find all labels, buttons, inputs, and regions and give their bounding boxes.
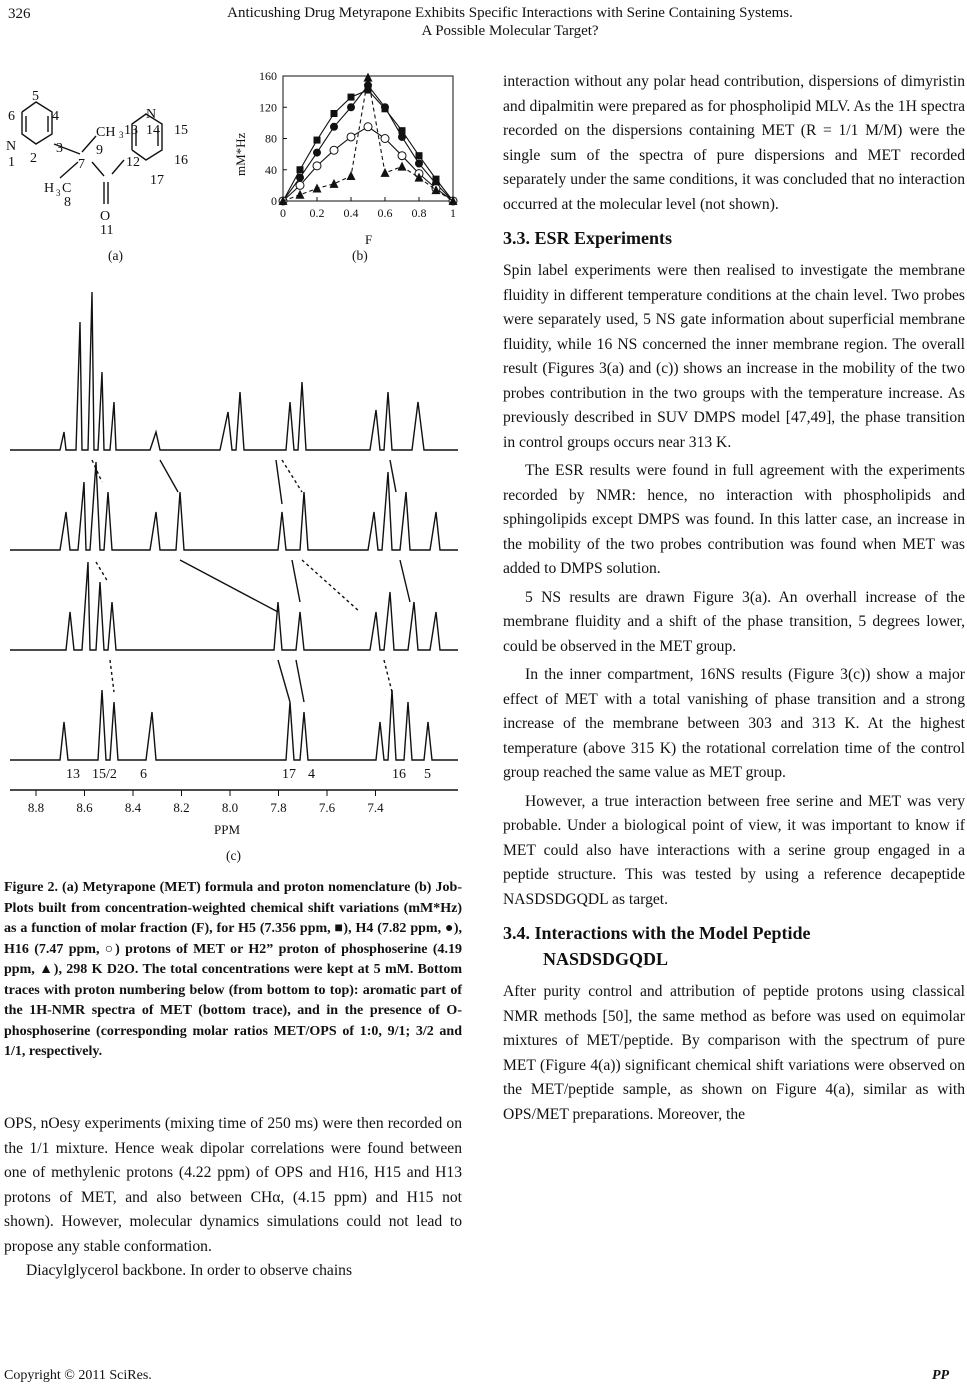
structure-figure — [0, 72, 232, 272]
data-point — [381, 103, 389, 111]
data-point — [297, 166, 304, 173]
nmr-tick-label: 8.0 — [221, 800, 239, 815]
right-column-text — [503, 70, 965, 1127]
data-point — [416, 152, 423, 159]
peak-label: 13 — [66, 767, 80, 782]
x-tick-label: 0.6 — [377, 206, 393, 220]
peak-label: 4 — [308, 767, 315, 782]
data-point — [330, 179, 339, 188]
atom-label: 5 — [32, 89, 39, 104]
peak-label: 15/2 — [92, 767, 117, 782]
data-point — [364, 81, 372, 89]
data-point — [364, 123, 372, 131]
running-title — [120, 4, 900, 40]
chart-ylabel: mM*Hz — [233, 132, 248, 176]
nmr-tick-label: 7.8 — [270, 800, 287, 815]
nmr-trace — [10, 292, 458, 450]
atom-label: 7 — [78, 157, 85, 172]
x-tick-label: 1 — [450, 206, 456, 220]
data-point — [330, 146, 338, 154]
peak-label: 17 — [282, 767, 296, 782]
y-tick-label: 160 — [259, 69, 277, 83]
data-point — [296, 181, 304, 189]
copyright: Copyright © 2011 SciRes. — [4, 1368, 152, 1383]
atom-label: CH — [96, 125, 116, 140]
y-tick-label: 80 — [265, 131, 277, 146]
nmr-spectra-figure — [0, 282, 470, 842]
series-line — [283, 127, 453, 201]
nmr-tick-label: 8.2 — [173, 800, 190, 815]
atom-label: 12 — [126, 155, 140, 170]
atom-label: 8 — [64, 195, 71, 210]
atom-label: 3 — [56, 188, 61, 198]
nmr-trace — [10, 562, 458, 650]
data-point — [296, 190, 305, 199]
figure-label-a: (a) — [108, 248, 123, 263]
atom-label: 2 — [30, 151, 37, 166]
data-point — [296, 174, 304, 182]
data-point — [398, 152, 406, 160]
plot-frame — [283, 76, 453, 201]
atom-label: C — [62, 181, 72, 196]
series-line — [283, 78, 453, 201]
data-point — [398, 162, 407, 171]
atom-label: 4 — [52, 109, 59, 124]
atom-label: H — [44, 181, 55, 196]
figure-caption — [4, 878, 462, 1063]
peak-label: 5 — [424, 767, 431, 782]
data-point — [313, 149, 321, 157]
paragraph: Spin label experiments were then realised to investigate the membrane fluidity in different temperature conditions at the chain level. Two probes were separately used, 5 NS gate information about superficial membrane fluidity, while 16 NS concerned the inner membrane region. The overall result (Figures 3(a) and (c)) shows an increase in the mobility of the two probes contribution in the two groups with the temperature increase. As previously described in SUV DMPS model [47,49], the phase transition in control groups occurs near 313 K. — [503, 262, 965, 451]
figure-label-c: (c) — [226, 848, 241, 863]
nmr-trace — [10, 462, 458, 550]
paragraph: The ESR results were found in full agreement with the experiments recorded by NMR: hence, no interaction with phospholipids and sphingolipids except DMPS was found. In this latter case, an increase in the mobility of the two probes contribution was found when MET was added to DMPS solution. — [503, 462, 965, 577]
data-point — [398, 133, 406, 141]
atom-label: 3 — [56, 141, 63, 156]
data-point — [331, 110, 338, 117]
data-point — [381, 168, 390, 177]
data-point — [348, 94, 355, 101]
running-title-line1: Anticushing Drug Metyrapone Exhibits Specific Interactions with Serine Containing Systems. — [227, 5, 793, 21]
nmr-tick-label: 7.6 — [318, 800, 336, 815]
y-tick-label: 40 — [265, 162, 277, 177]
atom-label: 17 — [150, 173, 164, 188]
data-point — [381, 135, 389, 143]
data-point — [347, 133, 355, 141]
journal-abbrev: PP — [932, 1368, 950, 1383]
page-number: 326 — [8, 6, 31, 22]
nmr-trace — [10, 690, 458, 760]
atom-label: O — [100, 209, 111, 224]
atom-label: 9 — [96, 143, 103, 158]
y-tick-label: 0 — [271, 194, 277, 208]
section-heading: 3.4. Interactions with the Model Peptide — [503, 923, 811, 943]
data-point — [364, 73, 373, 82]
atom-label: N — [146, 107, 157, 122]
figure-label-b: (b) — [352, 248, 368, 263]
atom-label: 13 — [124, 123, 138, 138]
left-column-text — [4, 1112, 462, 1284]
x-tick-label: 0.2 — [309, 206, 325, 220]
atom-label: 16 — [174, 153, 188, 168]
section-heading-cont: NASDSDGQDL — [543, 949, 669, 969]
y-tick-label: 120 — [259, 100, 277, 115]
nmr-tick-label: 8.6 — [76, 800, 93, 815]
atom-label: 6 — [8, 109, 15, 124]
x-tick-label: 0.4 — [343, 206, 359, 220]
paragraph: However, a true interaction between free serine and MET was very probable. Under a biological point of view, it was important to know if MET could also have interactions with a serine group engaged in a peptide structure. This was tested by using a reference decapeptide NASDSDGQDL as target. — [503, 792, 965, 908]
peak-label: 16 — [392, 767, 406, 782]
nmr-tick-label: 8.4 — [124, 800, 142, 815]
paragraph: interaction without any polar head contribution, dispersions of dimyristin and dipalmitin were prepared as for phospholipid MLV. As the 1H spectra recorded on the dispersions containing MET (R = 1/1 M/M) were the single sum of the spectra of pure dispersions and MET recorded separately under the same conditions, it was concluded that no interaction occurred at the molecular level (not shown). — [503, 73, 965, 213]
atom-label: 1 — [8, 155, 15, 170]
atom-label: 15 — [174, 123, 188, 138]
x-tick-label: 0 — [280, 206, 286, 220]
data-point — [347, 103, 355, 111]
running-title-line2: A Possible Molecular Target? — [421, 23, 599, 39]
paragraph: 5 NS results are drawn Figure 3(a). An overhall increase of the membrane fluidity and a shift of the phase transition, 5 degrees lower, could be observed in the MET group. — [503, 588, 965, 655]
paragraph: OPS, nOesy experiments (mixing time of 250 ms) were then recorded on the 1/1 mixture. Hence weak dipolar correlations were found between one of methylenic protons (4.22 ppm) of OPS and H16, H15 and H13 protons of MET, and also between CHα, (4.15 ppm) and H15 not shown). However, molecular dynamics simulations could not lead to propose any stable conformation. — [4, 1115, 462, 1255]
section-heading: 3.3. ESR Experiments — [503, 228, 673, 248]
peak-label: 6 — [140, 767, 147, 782]
data-point — [330, 123, 338, 131]
nmr-tick-label: 7.4 — [367, 800, 384, 815]
atom-label: 14 — [146, 123, 160, 138]
nmr-tick-label: 8.8 — [27, 800, 45, 815]
data-point — [314, 137, 321, 144]
chart-xlabel: F — [365, 232, 373, 247]
paragraph: In the inner compartment, 16NS results (Figure 3(c)) show a major effect of MET with a total vanishing of phase transition and a strong increase of the membrane between 303 and 313 K. At the highest temperature (above 315 K) the rotational correlation time of the control group reached the same value as MET group. — [503, 666, 965, 781]
data-point — [313, 162, 321, 170]
data-point — [313, 184, 322, 193]
nmr-xlabel: PPM — [214, 822, 241, 837]
data-point — [415, 160, 423, 168]
atom-label: 3 — [119, 130, 124, 140]
job-plot-chart — [225, 68, 465, 250]
atom-label: N — [6, 139, 17, 154]
data-point — [347, 171, 356, 180]
x-tick-label: 0.8 — [411, 206, 427, 220]
caption-text: Figure 2. (a) Metyrapone (MET) formula and proton nomenclature (b) Job-Plots built from concentration-weighted chemical shift variations (mM*Hz) as a function of molar fraction (F), for H5 (7.356 ppm, ■), H4 (7.82 ppm, ●), H16 (7.47 ppm, ○) protons of MET or H2” proton of phosphoserine (4.19 ppm, ▲), 298 K D2O. The total concentrations were kept at 5 mM. Bottom traces with proton numbering below (from bottom to top): aromatic part of the 1H-NMR spectra of MET (bottom trace), and in the presence of O-phosphoserine (corresponding molar ratios MET/OPS of 1:0, 9/1; 3/2 and 1/1, respectively. — [4, 880, 462, 1059]
atom-label: 11 — [100, 223, 114, 238]
paragraph: Diacylglycerol backbone. In order to observe chains — [26, 1262, 353, 1279]
paragraph: After purity control and attribution of peptide protons using classical NMR methods [50], the same method as before was used on equimolar mixtures of MET/peptide. By comparison with the spectrum of pure MET (Figure 4(a)) significant chemical shift variations were observed on the MET/peptide sample, as shown on Figure 4(a), similar as with OPS/MET preparations. Moreover, the — [503, 983, 965, 1123]
